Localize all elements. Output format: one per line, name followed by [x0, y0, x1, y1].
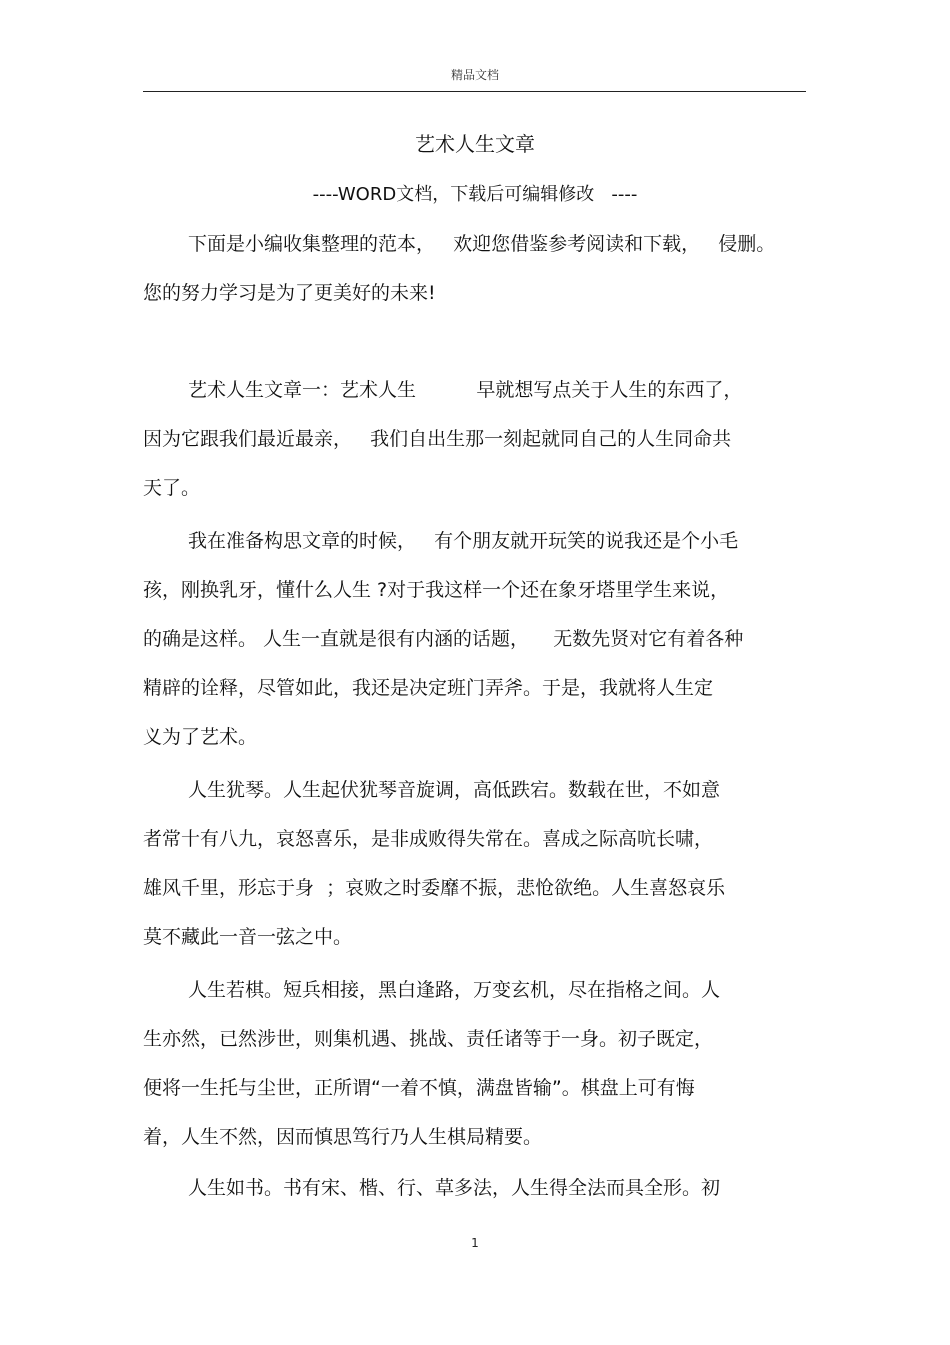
paragraph-line: 人生犹琴。人生起伏犹琴音旋调，高低跌宕。数载在世，不如意: [188, 779, 721, 801]
document-subtitle: ----WORD文档，下载后可编辑修改 ----: [312, 184, 638, 205]
paragraph-1: [143, 366, 807, 513]
header-divider: [143, 91, 806, 92]
paragraph-line: 精辟的诠释，尽管如此，我还是决定班门弄斧。于是，我就将人生定: [143, 677, 714, 699]
paragraph-line: 人生如书。书有宋、楷、行、草多法，人生得全法而具全形。初: [188, 1177, 721, 1199]
paragraph-line: 天了。: [143, 477, 201, 499]
paragraph-line: 您的努力学习是为了更美好的未来!: [143, 282, 436, 304]
paragraph-4: [143, 966, 807, 1162]
paragraph-line: 孩，刚换乳牙，懂什么人生 ?对于我这样一个还在象牙塔里学生来说，: [143, 579, 730, 601]
paragraph-line: 因为它跟我们最近最亲， 我们自出生那一刻起就同自己的人生同命共: [143, 428, 732, 450]
paragraph-5: [143, 1164, 807, 1213]
document-title: 艺术人生文章: [415, 132, 535, 156]
paragraph-3: [143, 766, 807, 962]
paragraph-line: 莫不藏此一音一弦之中。: [143, 926, 353, 948]
paragraph-line: 便将一生托与尘世，正所谓“一着不慎，满盘皆输”。棋盘上可有悔: [143, 1077, 695, 1099]
paragraph-line: 艺术人生文章一：艺术人生 早就想写点关于人生的东西了，: [188, 379, 743, 401]
paragraph-line: 下面是小编收集整理的范本， 欢迎您借鉴参考阅读和下载， 侵删。: [188, 233, 776, 255]
page-number: 1: [471, 1236, 479, 1250]
paragraph-line: 者常十有八九，哀怒喜乐，是非成败得失常在。喜成之际高吭长啸，: [143, 828, 714, 850]
paragraph-line: 义为了艺术。: [143, 726, 258, 748]
paragraph-line: 着，人生不然，因而慎思笃行乃人生棋局精要。: [143, 1126, 543, 1148]
paragraph-line: 雄风千里，形忘于身 ；哀败之时委靡不振，悲怆欲绝。人生喜怒哀乐: [143, 877, 726, 899]
paragraph-line: 我在准备构思文章的时候， 有个朋友就开玩笑的说我还是个小毛: [188, 530, 739, 552]
paragraph-line: 人生若棋。短兵相接，黑白逢路，万变玄机，尽在指格之间。人: [188, 979, 721, 1001]
intro-paragraph: [143, 220, 807, 318]
header-label: 精品文档: [450, 68, 499, 82]
paragraph-line: 的确是这样。 人生一直就是很有内涵的话题， 无数先贤对它有着各种: [143, 628, 744, 650]
paragraph-2: [143, 517, 807, 762]
paragraph-line: 生亦然，已然涉世，则集机遇、挑战、责任诸等于一身。初子既定，: [143, 1028, 714, 1050]
